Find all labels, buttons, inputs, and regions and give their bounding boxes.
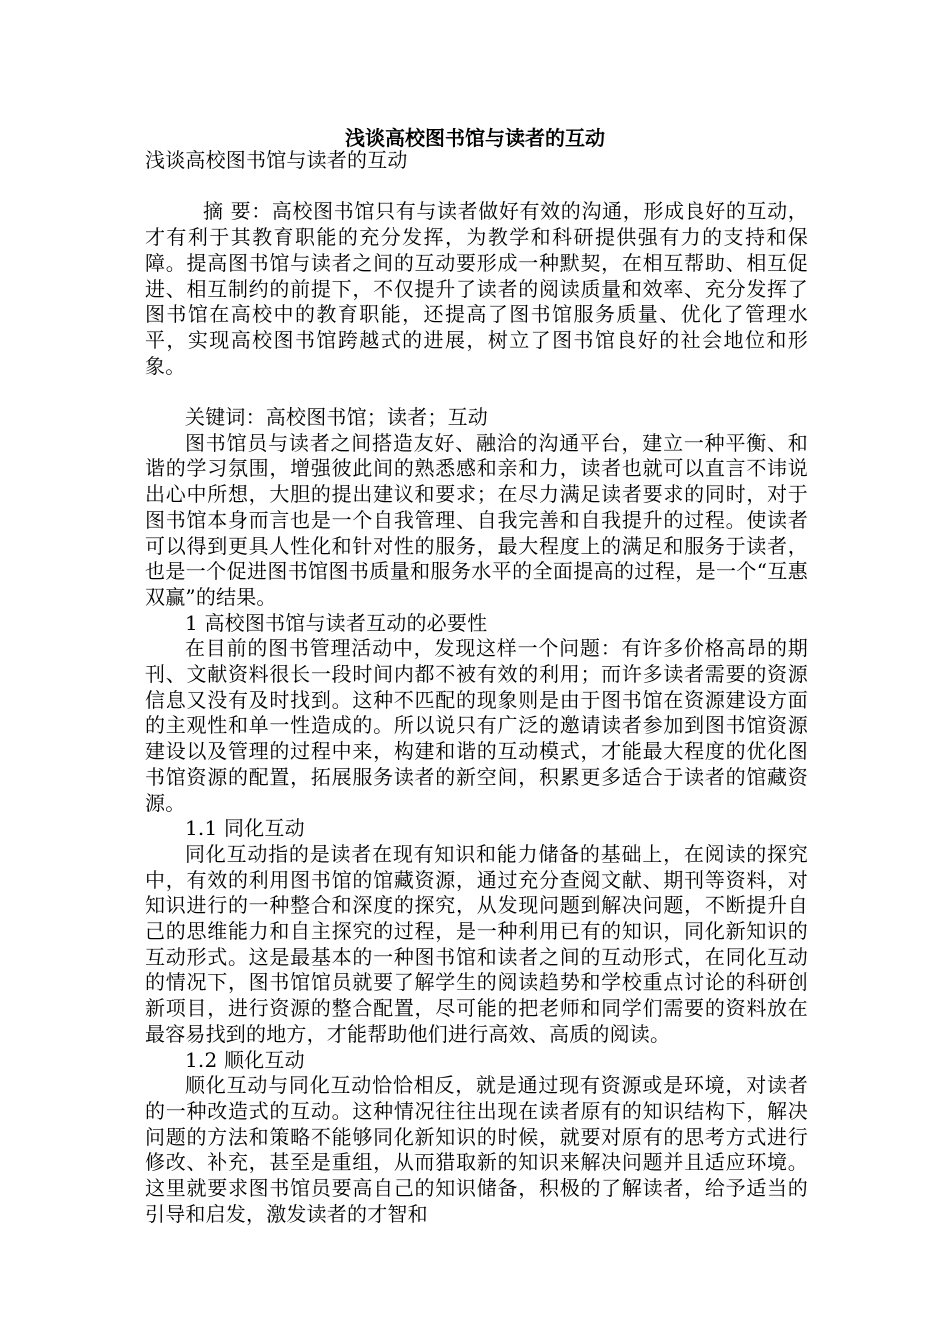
abstract-paragraph: 摘 要：高校图书馆只有与读者做好有效的沟通，形成良好的互动，才有利于其教育职能的充分发挥，为教学和科研提供强有力的支持和保障。提高图书馆与读者之间的互动要形成一种默契，在相互帮助、相互促进、相互制约的前提下，不仅提升了读者的阅读质量和效率、充分发挥了图书馆在高校中的教育职能，还提高了图书馆服务质量、优化了管理水平，实现高校图书馆跨越式的进展，树立了图书馆良好的社会地位和形象。 [145, 199, 808, 378]
section-1-2-heading: 1.2 顺化互动 [185, 1047, 305, 1072]
spacer [145, 174, 808, 200]
spacer [145, 379, 808, 405]
document-title: 浅谈高校图书馆与读者的互动 [345, 126, 605, 150]
section-1-1-paragraph: 同化互动指的是读者在现有知识和能力储备的基础上，在阅读的探究中，有效的利用图书馆的馆藏资源，通过充分查阅文献、期刊等资料，对知识进行的一种整合和深度的探究，从发现问题到解决问题，不断提升自己的思维能力和自主探究的过程，是一种利用已有的知识，同化新知识的互动形式。这是最基本的一种图书馆和读者之间的互动形式，在同化互动的情况下，图书馆馆员就要了解学生的阅读趋势和学校重点讨论的科研创新项目，进行资源的整合配置，尽可能的把老师和同学们需要的资料放在最容易找到的地方，才能帮助他们进行高效、高质的阅读。 [145, 841, 808, 1046]
section-1-heading: 1 高校图书馆与读者互动的必要性 [185, 610, 488, 635]
document-body [145, 148, 808, 1228]
section-1-2-paragraph: 顺化互动与同化互动恰恰相反，就是通过现有资源或是环境，对读者的一种改造式的互动。这种情况往往出现在读者原有的知识结构下，解决问题的方法和策略不能够同化新知识的时候，就要对原有的思考方式进行修改、补充，甚至是重组，从而猎取新的知识来解决问题并且适应环境。这里就要求图书馆员要高自己的知识储备，积极的了解读者，给予适当的引导和启发，激发读者的才智和 [145, 1073, 808, 1226]
section-1-paragraph: 在目前的图书管理活动中，发现这样一个问题：有许多价格高昂的期刊、文献资料很长一段时间内都不被有效的利用；而许多读者需要的资源信息又没有及时找到。这种不匹配的现象则是由于图书馆在资源建设方面的主观性和单一性造成的。所以说只有广泛的邀请读者参加到图书馆资源建设以及管理的过程中来，构建和谐的互动模式，才能最大程度的优化图书馆资源的配置，拓展服务读者的新空间，积累更多适合于读者的馆藏资源。 [145, 636, 808, 815]
intro-paragraph: 图书馆员与读者之间搭造友好、融洽的沟通平台，建立一种平衡、和谐的学习氛围，增强彼此间的熟悉感和亲和力，读者也就可以直言不讳说出心中所想，大胆的提出建议和要求；在尽力满足读者要求的同时，对于图书馆本身而言也是一个自我管理、自我完善和自我提升的过程。使读者可以得到更具人性化和针对性的服务，最大程度上的满足和服务于读者，也是一个促进图书馆图书质量和服务水平的全面提高的过程，是一个“互惠双赢”的结果。 [145, 430, 808, 609]
section-1-1-heading: 1.1 同化互动 [185, 816, 305, 841]
keywords-line: 关键词：高校图书馆；读者；互动 [185, 405, 488, 429]
document-subtitle: 浅谈高校图书馆与读者的互动 [145, 148, 408, 172]
